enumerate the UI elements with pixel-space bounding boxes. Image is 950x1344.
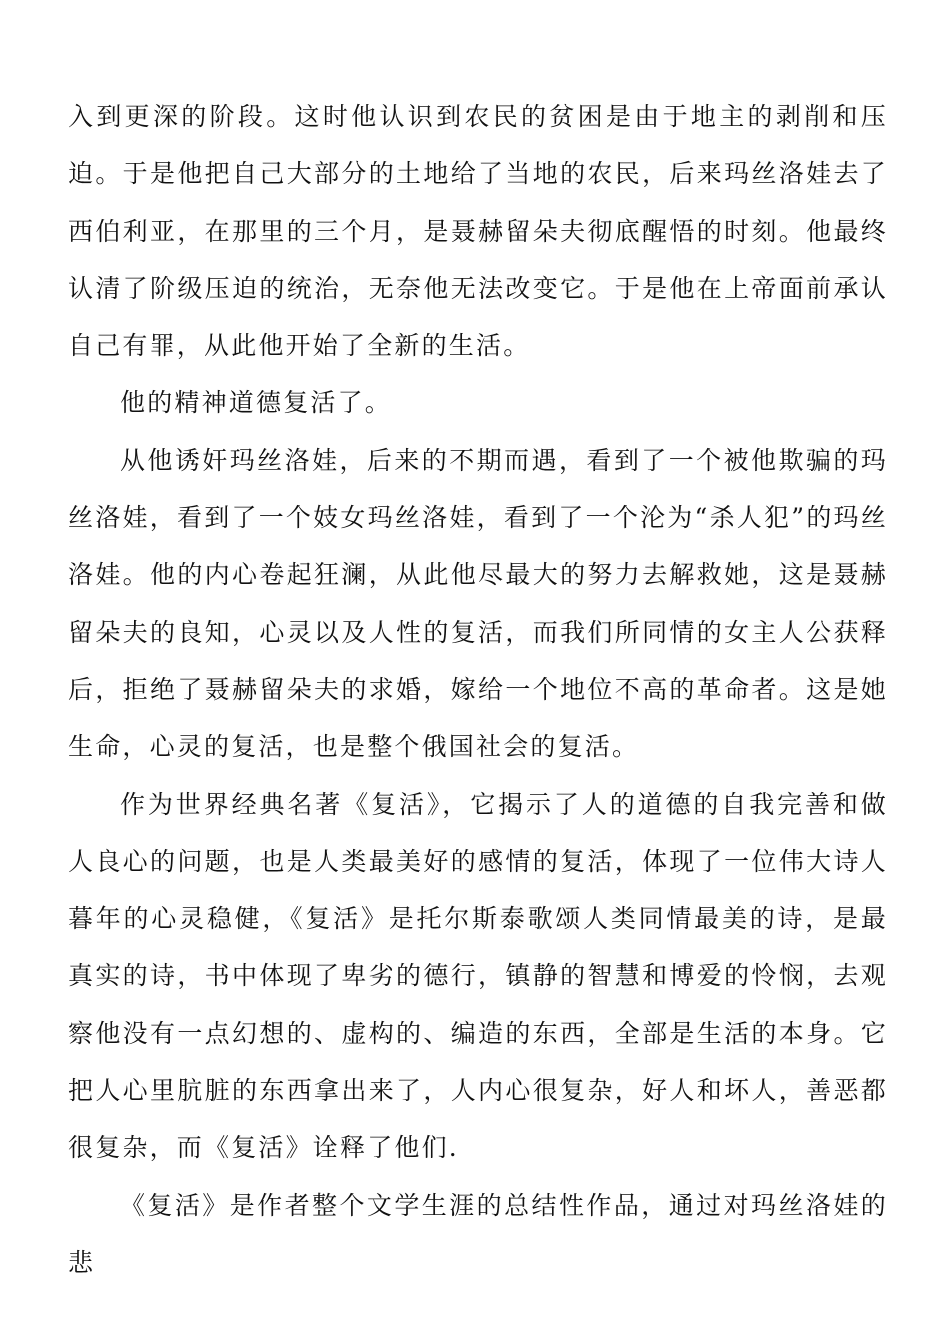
paragraph-spiritual-revival: 他的精神道德复活了。: [120, 388, 393, 418]
paragraph-summary-work: 《复活》是作者整个文学生涯的总结性作品，通过对玛丝洛娃的悲: [68, 1190, 888, 1277]
paragraph-continuation: 入到更深的阶段。这时他认识到农民的贫困是由于地主的剥削和压迫。于是他把自己大部分的土地给了当地的农民，后来玛丝洛娃去了西伯利亚，在那里的三个月，是聂赫留朵夫彻底醒悟的时刻。他最终认清了阶级压迫的统治，无奈他无法改变它。于是他在上帝面前承认自己有罪，从此他开始了全新的生活。: [68, 102, 888, 361]
paragraph-classic-work: 作为世界经典名著《复活》，它揭示了人的道德的自我完善和做人良心的问题，也是人类最美好的感情的复活，体现了一位伟大诗人暮年的心灵稳健，《复活》是托尔斯泰歌颂人类同情最美的诗，是最真实的诗，书中体现了卑劣的德行，镇静的智慧和博爱的怜悯，去观察他没有一点幻想的、虚构的、编造的东西，全部是生活的本身。它把人心里肮脏的东西拿出来了，人内心很复杂，好人和坏人，善恶都很复杂，而《复活》诠释了他们.: [68, 789, 888, 1163]
paragraph-maslova-story: 从他诱奸玛丝洛娃，后来的不期而遇，看到了一个被他欺骗的玛丝洛娃，看到了一个妓女玛丝洛娃，看到了一个沦为“杀人犯”的玛丝洛娃。他的内心卷起狂澜，从此他尽最大的努力去解救她，这是聂赫留朵夫的良知，心灵以及人性的复活，而我们所同情的女主人公获释后，拒绝了聂赫留朵夫的求婚，嫁给一个地位不高的革命者。这是她生命，心灵的复活，也是整个俄国社会的复活。: [68, 445, 888, 762]
document-page: [68, 88, 888, 1291]
